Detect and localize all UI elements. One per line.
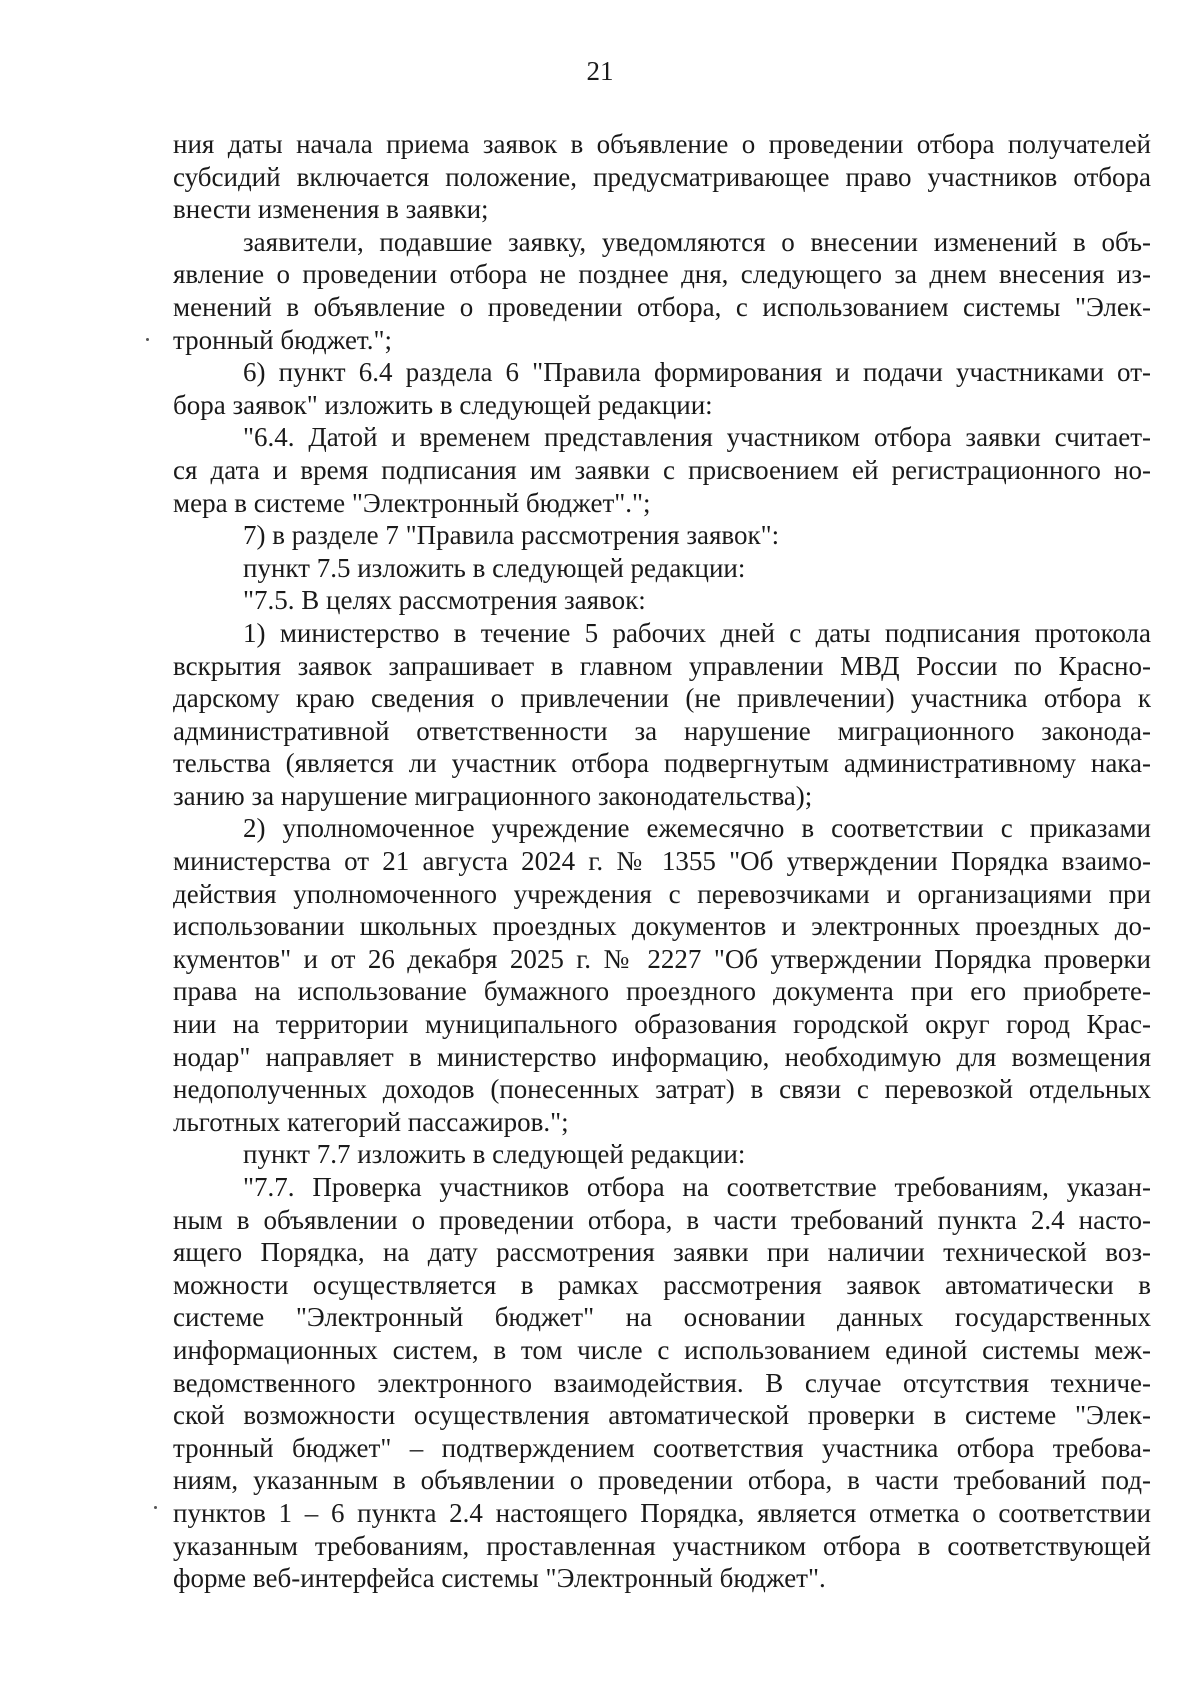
text-line: льготных категорий пассажиров."; (173, 1106, 569, 1137)
text-line: информационных систем, в том числе с использованием единой системы меж- (173, 1334, 1151, 1365)
page-number: 21 (586, 56, 614, 86)
text-line: нодар" направляет в министерство информацию, необходимую для возмещения (173, 1041, 1151, 1072)
text-line: использовании школьных проездных документов и электронных проездных до- (173, 911, 1151, 942)
text-line: административной ответственности за нарушение миграционного законода- (173, 715, 1151, 746)
text-line: заявители, подавшие заявку, уведомляются о внесении изменений в объ- (243, 226, 1151, 257)
text-line: "6.4. Датой и временем представления участником отбора заявки считает- (243, 422, 1151, 453)
text-line: субсидий включается положение, предусматривающее право участников отбора (173, 161, 1151, 192)
text-line: мера в системе "Электронный бюджет"."; (173, 487, 651, 518)
text-line: указанным требованиям, проставленная участником отбора в соответствующей (173, 1530, 1151, 1561)
text-line: пункт 7.7 изложить в следующей редакции: (243, 1139, 746, 1170)
text-line: пунктов 1 – 6 пункта 2.4 настоящего Порядка, является отметка о соответствии (173, 1497, 1151, 1528)
text-line: 6) пункт 6.4 раздела 6 "Правила формирования и подачи участниками от- (243, 357, 1151, 388)
text-line: нии на территории муниципального образования городской округ город Крас- (173, 1009, 1151, 1040)
text-line: вскрытия заявок запрашивает в главном управлении МВД России по Красно- (173, 650, 1151, 681)
text-line: дарскому краю сведения о привлечении (не привлечении) участника отбора к (173, 683, 1151, 714)
text-line: ниям, указанным в объявлении о проведении отбора, в части требований под- (173, 1465, 1151, 1496)
text-line: недополученных доходов (понесенных затрат) в связи с перевозкой отдельных (173, 1074, 1151, 1105)
text-line: ведомственного электронного взаимодействия. В случае отсутствия техниче- (173, 1367, 1151, 1398)
text-line: ящего Порядка, на дату рассмотрения заявки при наличии технической воз- (173, 1237, 1151, 1268)
document-body (173, 128, 1151, 1595)
text-line: менений в объявление о проведении отбора, с использованием системы "Элек- (173, 291, 1151, 322)
text-line: 2) уполномоченное учреждение ежемесячно в соответствии с приказами (243, 813, 1151, 844)
text-line: кументов" и от 26 декабря 2025 г. № 2227 "Об утверждении Порядка проверки (173, 943, 1151, 974)
text-line: пункт 7.5 изложить в следующей редакции: (243, 552, 746, 583)
text-line: тельства (является ли участник отбора подвергнутым административному нака- (173, 748, 1151, 779)
text-line: 7) в разделе 7 "Правила рассмотрения заявок": (243, 520, 780, 551)
text-line: 1) министерство в течение 5 рабочих дней с даты подписания протокола (243, 617, 1151, 648)
text-line: бора заявок" изложить в следующей редакции: (173, 389, 713, 420)
text-line: ния даты начала приема заявок в объявление о проведении отбора получателей (173, 129, 1151, 159)
text-line: внести изменения в заявки; (173, 194, 489, 225)
text-line: форме веб-интерфейса системы "Электронный бюджет". (173, 1563, 826, 1594)
text-line: занию за нарушение миграционного законодательства); (173, 780, 813, 811)
text-line: тронный бюджет" – подтверждением соответствия участника отбора требова- (173, 1432, 1151, 1463)
text-line: ской возможности осуществления автоматической проверки в системе "Элек- (173, 1400, 1151, 1431)
text-line: тронный бюджет."; (173, 324, 392, 355)
text-line: "7.5. В целях рассмотрения заявок: (243, 585, 646, 616)
text-line: ся дата и время подписания им заявки с присвоением ей регистрационного но- (173, 454, 1151, 485)
text-line: министерства от 21 августа 2024 г. № 1355 "Об утверждении Порядка взаимо- (173, 846, 1151, 877)
text-line: явление о проведении отбора не позднее дня, следующего за днем внесения из- (173, 259, 1151, 290)
scan-speck (154, 1506, 157, 1509)
text-line: можности осуществляется в рамках рассмотрения заявок автоматически в (173, 1269, 1151, 1300)
text-line: действия уполномоченного учреждения с перевозчиками и организациями при (173, 878, 1151, 909)
scan-speck (146, 338, 149, 341)
text-line: ным в объявлении о проведении отбора, в части требований пункта 2.4 насто- (173, 1204, 1151, 1235)
text-line: системе "Электронный бюджет" на основании данных государственных (173, 1302, 1151, 1333)
text-line: права на использование бумажного проездного документа при его приобрете- (173, 976, 1151, 1007)
text-line: "7.7. Проверка участников отбора на соответствие требованиям, указан- (243, 1172, 1151, 1202)
